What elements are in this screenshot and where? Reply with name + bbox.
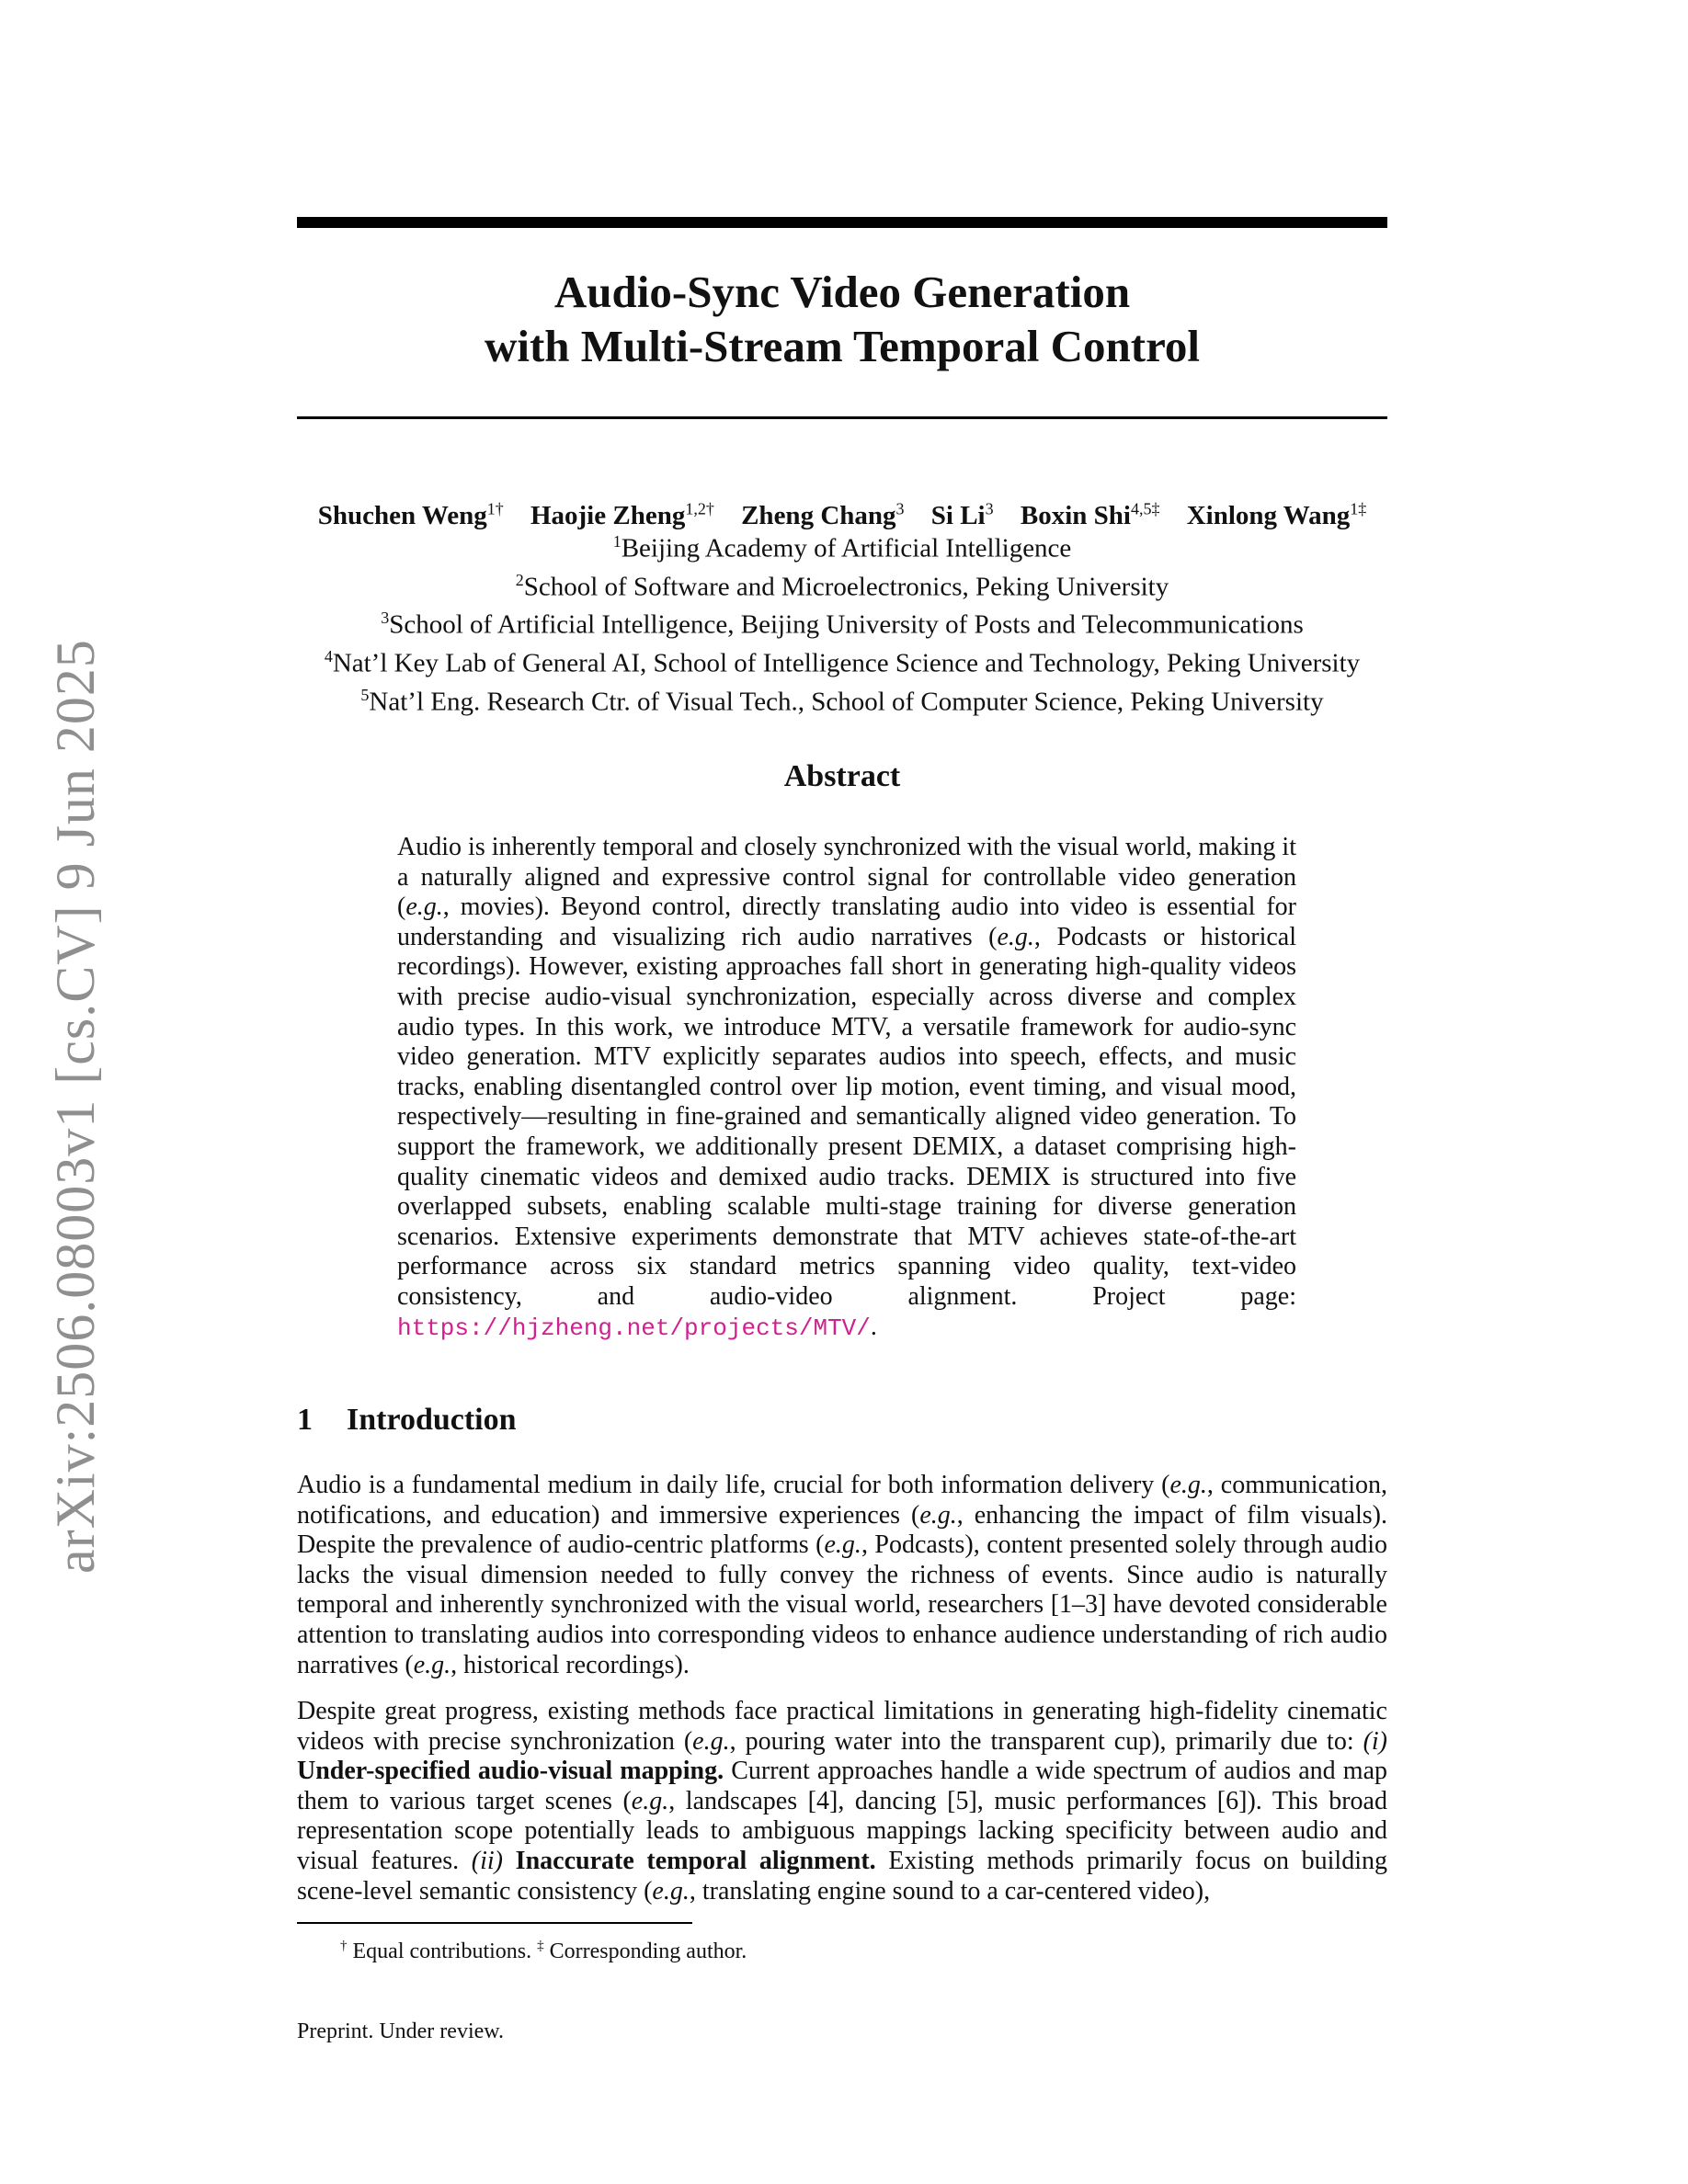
arxiv-side-stamp: arXiv:2506.08003v1 [cs.CV] 9 Jun 2025 <box>45 639 106 1574</box>
section-title: Introduction <box>347 1403 517 1437</box>
affiliation: $^4$Nat’l Key Lab of General AI, School of Intelligence Science and Technology, Peking University <box>324 646 1361 678</box>
author: Zheng Chang$^3$ <box>741 499 905 530</box>
preprint-notice: Preprint. Under review. <box>297 2019 505 2043</box>
author: Si Li$^3$ <box>930 499 994 530</box>
title-line-1: Audio-Sync Video Generation <box>553 267 1131 317</box>
author: Xinlong Wang$^{1\ddagger}$ <box>1186 499 1367 530</box>
author: Boxin Shi$^{4,5\ddagger}$ <box>1020 499 1160 530</box>
abstract-body: Audio is inherently temporal and closely synchronized with the visual world, making it a naturally aligned and expressive control signal for controllable video generation (e.g., movies). Beyond control, directly translating audio into video is essential for understanding and visualizing rich audio narratives (e.g., Podcasts or historical recordings). However, existing approaches fall short in generating high-quality videos with precise audio-visual synchronization, especially across diverse and complex audio types. In this work, we introduce MTV, a versatile framework for audio-sync video generation. MTV explicitly separates audios into speech, effects, and music tracks, enabling disentangled control over lip motion, event timing, and visual mood, respectively—resulting in fine-grained and semantically aligned video generation. To support the framework, we additionally present DEMIX, a dataset comprising high-quality cinematic videos and demixed audio tracks. DEMIX is structured into five overlapped subsets, enabling scalable multi-stage training for diverse generation scenarios. Extensive experiments demonstrate that MTV achieves state-of-the-art performance across six standard metrics spanning video quality, text-video consistency, and audio-video alignment. Project page: https://hjzheng.net/projects/MTV/. <box>397 833 1296 1342</box>
section-heading-introduction <box>297 1402 1387 1439</box>
author: Shuchen Weng$^{1\dagger}$ <box>317 499 504 530</box>
affiliation: $^5$Nat’l Eng. Research Ctr. of Visual Tech., School of Computer Science, Peking University <box>360 685 1324 717</box>
author: Haojie Zheng$^{1,2\dagger}$ <box>530 499 714 530</box>
intro-paragraph-2: Despite great progress, existing methods face practical limitations in generating high-fidelity cinematic videos with precise synchronization (e.g., pouring water into the transparent cup), primarily due to: (i) Under-specified audio-visual mapping. Current approaches handle a wide spectrum of audios and map them to various target scenes (e.g., landscapes [4], dancing [5], music performances [6]). This broad representation scope potentially leads to ambiguous mappings lacking specificity between audio and visual features. (ii) Inaccurate temporal alignment. Existing methods primarily focus on building scene-level semantic consistency (e.g., translating engine sound to a car-centered video), <box>297 1697 1388 1905</box>
abstract-heading: Abstract <box>783 759 901 793</box>
affiliation: $^3$School of Artificial Intelligence, Beijing University of Posts and Telecommunications <box>381 609 1304 640</box>
affiliation: $^2$School of Software and Microelectronics, Peking University <box>515 570 1169 602</box>
title-top-rule <box>297 217 1387 228</box>
affiliation: $^1$Beijing Academy of Artificial Intelligence <box>612 532 1072 563</box>
paper-title <box>297 265 1387 373</box>
title-line-2: with Multi-Stream Temporal Control <box>484 321 1201 371</box>
section-number: 1 <box>297 1403 313 1437</box>
title-bottom-rule <box>297 416 1387 419</box>
intro-paragraph-1: Audio is a fundamental medium in daily life, crucial for both information delivery (e.g., communication, notifications, and education) and immersive experiences (e.g., enhancing the impact of film visuals). Despite the prevalence of audio-centric platforms (e.g., Podcasts), content presented solely through audio lacks the visual dimension needed to fully convey the richness of events. Since audio is naturally temporal and inherently synchronized with the visual world, researchers [1–3] have devoted considerable attention to translating audios into corresponding videos to enhance audience understanding of rich audio narratives (e.g., historical recordings). <box>297 1471 1388 1679</box>
project-page-link[interactable]: https://hjzheng.net/projects/MTV/ <box>397 1314 871 1342</box>
footnote: † Equal contributions. ‡ Corresponding author. <box>340 1939 747 1963</box>
affiliation-list <box>297 526 1387 717</box>
footnote-rule <box>297 1922 692 1924</box>
